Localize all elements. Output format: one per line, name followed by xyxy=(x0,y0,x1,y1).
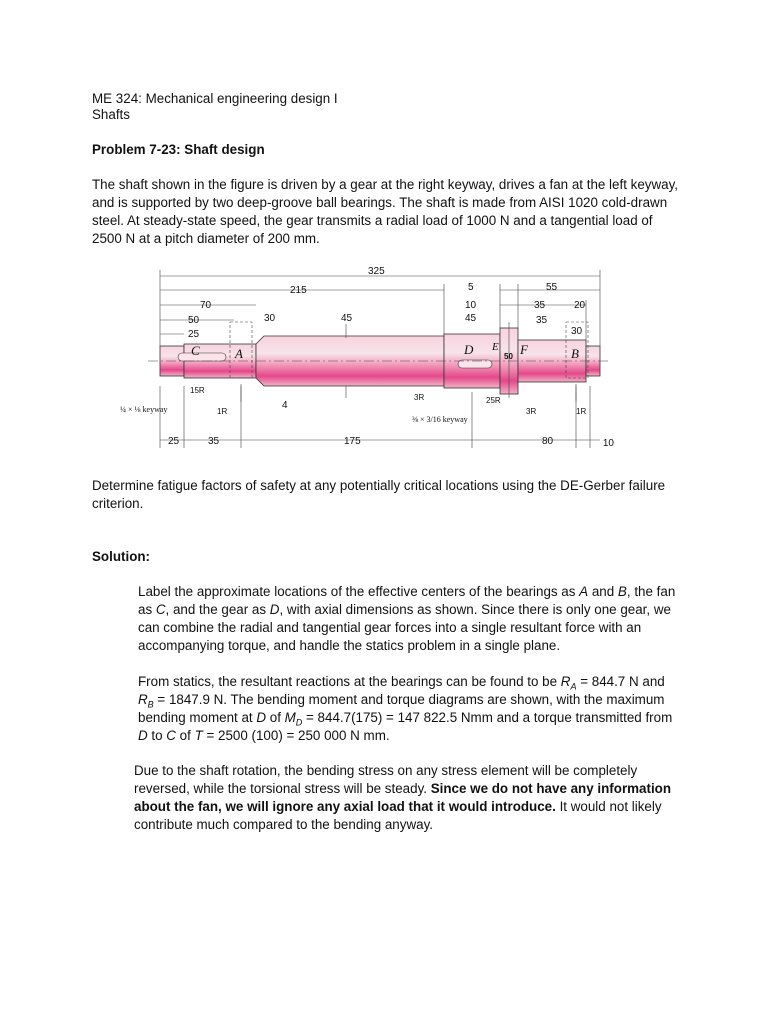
solution-heading: Solution: xyxy=(92,549,151,564)
dim-4: 4 xyxy=(282,400,288,411)
label-D: D xyxy=(464,342,474,357)
dim-215: 215 xyxy=(290,285,307,296)
dim-35a: 35 xyxy=(534,300,546,311)
dim-10: 10 xyxy=(465,300,477,311)
radius-15R: 15R xyxy=(190,386,205,395)
collar-dim-50: 50 xyxy=(504,352,513,361)
radius-3R-right: 3R xyxy=(526,407,537,416)
bottom-dim-175: 175 xyxy=(344,436,361,447)
dim-70: 70 xyxy=(200,300,212,311)
dim-20: 20 xyxy=(574,300,586,311)
solution-paragraph-1: Label the approximate locations of the effective centers of the bearings as A and B, the fan as C, and the gear as D, with axial dimensions as shown. Since there is only one gear, we can combine the radial and tangential gear forces into a single resultant force with an accompanying torque, and handle the statics problem in a single plane. xyxy=(138,584,676,653)
keyway-left-label: ¼ × ⅛ keyway xyxy=(120,405,168,414)
dim-325: 325 xyxy=(368,266,385,277)
dim-5: 5 xyxy=(468,282,474,293)
problem-title: Problem 7-23: Shaft design xyxy=(92,142,265,157)
dim-30b: 30 xyxy=(571,326,583,337)
radius-3R-left: 3R xyxy=(414,393,425,402)
bottom-dim-80: 80 xyxy=(542,436,554,447)
radius-1R-left: 1R xyxy=(217,407,228,416)
label-C: C xyxy=(191,343,200,358)
dim-45a: 45 xyxy=(341,313,353,324)
solution-paragraph-2: From statics, the resultant reactions at the bearings can be found to be $R_A = 844.7$ N and $R_B = 1847.9$ N. The bending moment and torque diagrams are shown, with the maximum bending moment at D of $M_D = 844.7(175) = 147$ 822.5 Nmm and a torque transmitted from D to C of T = 2500 (100) = 250 000 N mm. xyxy=(138,674,673,743)
label-E: E xyxy=(492,341,499,353)
problem-statement: The shaft shown in the figure is driven by a gear at the right keyway, drives a fan at the left keyway, and is supported by two deep-groove ball bearings. The shaft is made from AISI 1020 cold-drawn steel. At steady-state speed, the gear transmits a radial load of 1000 N and a tangential load of 2500 N at a pitch diameter of 200 mm. xyxy=(92,177,679,246)
dim-25: 25 xyxy=(188,329,200,340)
solution-paragraph-3: Due to the shaft rotation, the bending stress on any stress element will be completely reversed, while the torsional stress will be steady. Since we do not have any information about the fan, we will ignore any axial load that it would introduce. It would not likely contribute much compared to the bending anyway. xyxy=(134,763,672,832)
label-A: A xyxy=(235,346,243,361)
dim-35b: 35 xyxy=(536,315,548,326)
bottom-dim-35: 35 xyxy=(208,436,220,447)
dim-50: 50 xyxy=(188,315,200,326)
bottom-dim-25: 25 xyxy=(168,436,180,447)
problem-task: Determine fatigue factors of safety at any potentially critical locations using the DE-Gerber failure criterion. xyxy=(92,478,666,511)
shaft-figure xyxy=(118,262,618,462)
label-B: B xyxy=(571,346,579,361)
left-keyway xyxy=(178,353,226,361)
dim-45b: 45 xyxy=(465,313,477,324)
radius-25R: 25R xyxy=(486,396,501,405)
keyway-right-label: ⅜ × 3/16 keyway xyxy=(412,415,468,424)
dim-30a: 30 xyxy=(264,313,276,324)
bottom-dim-10: 10 xyxy=(602,438,614,449)
label-F: F xyxy=(520,342,528,357)
course-title: ME 324: Mechanical engineering design I xyxy=(92,91,338,106)
radius-1R-right: 1R xyxy=(576,407,587,416)
topic-title: Shafts xyxy=(92,107,130,122)
dim-55: 55 xyxy=(546,282,558,293)
